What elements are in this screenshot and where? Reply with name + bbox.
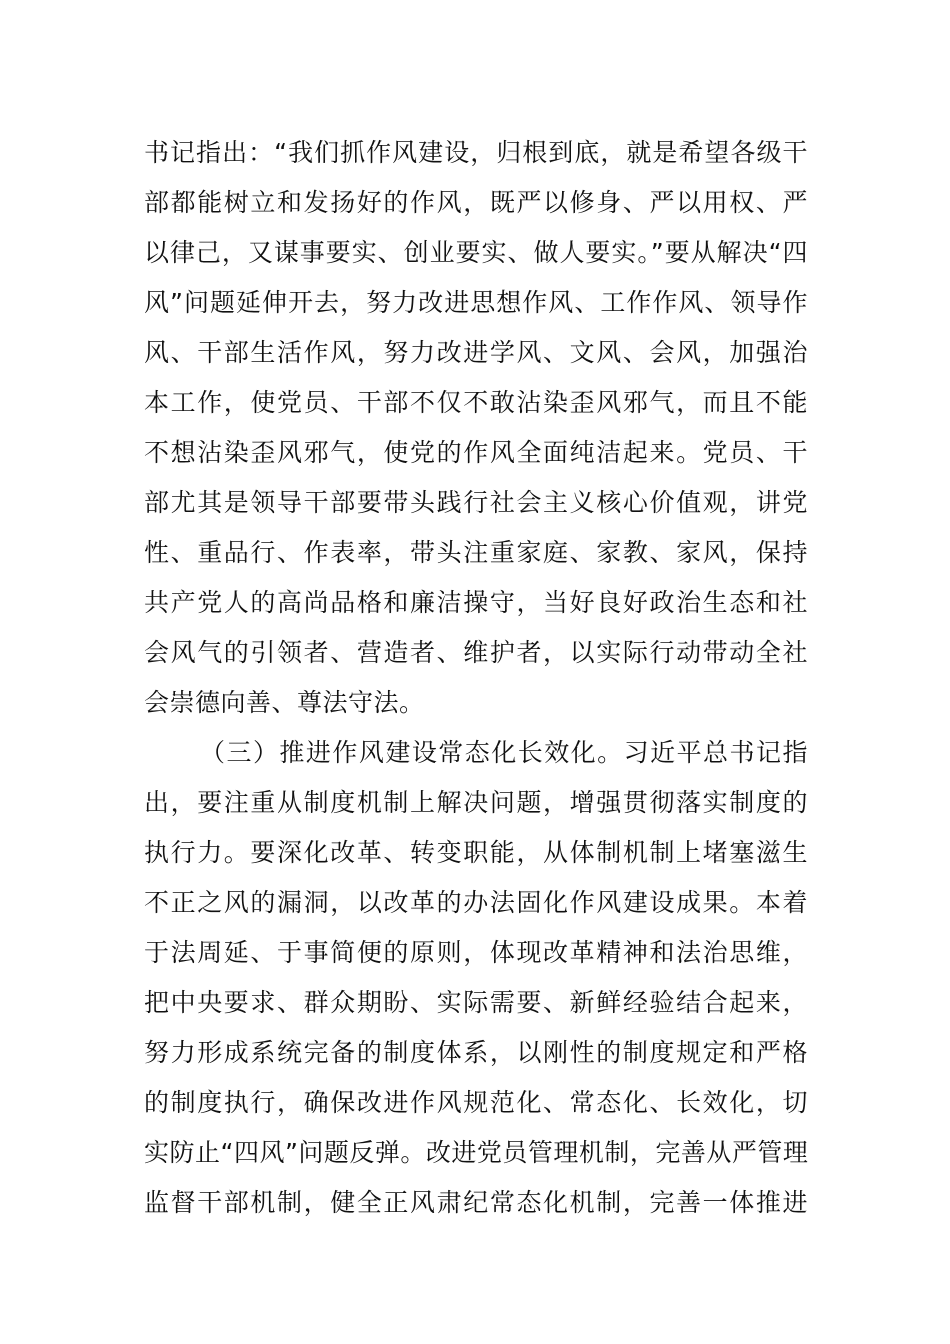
text-line: 努力形成系统完备的制度体系，以刚性的制度规定和严格 [144, 1038, 808, 1067]
text-line: 共产党人的高尚品格和廉洁操守，当好良好政治生态和社 [144, 588, 808, 617]
paragraph-1 [144, 128, 808, 728]
text-line: 实防止“四风”问题反弹。改进党员管理机制，完善从严管理 [144, 1138, 809, 1167]
text-line: 书记指出：“我们抓作风建设，归根到底，就是希望各级干 [144, 138, 808, 167]
text-line: 不想沾染歪风邪气，使党的作风全面纯洁起来。党员、干 [144, 438, 808, 467]
text-line: 监督干部机制，健全正风肃纪常态化机制，完善一体推进 [144, 1188, 808, 1217]
text-line: 会崇德向善、尊法守法。 [144, 688, 425, 717]
text-line: 风”问题延伸开去，努力改进思想作风、工作作风、领导作 [144, 288, 808, 317]
paragraph-2 [144, 728, 808, 1228]
text-line: 出，要注重从制度机制上解决问题，增强贯彻落实制度的 [144, 788, 808, 817]
text-line: 以律己，又谋事要实、创业要实、做人要实。”要从解决“四 [144, 238, 808, 267]
text-line: 不正之风的漏洞，以改革的办法固化作风建设成果。本着 [144, 888, 808, 917]
text-line: 执行力。要深化改革、转变职能，从体制机制上堵塞滋生 [144, 838, 808, 867]
text-line: 部尤其是领导干部要带头践行社会主义核心价值观，讲党 [144, 488, 808, 517]
text-line: 部都能树立和发扬好的作风，既严以修身、严以用权、严 [144, 188, 808, 217]
text-line: 于法周延、于事简便的原则，体现改革精神和法治思维， [144, 938, 808, 967]
text-line: 本工作，使党员、干部不仅不敢沾染歪风邪气，而且不能 [144, 388, 808, 417]
text-line: 的制度执行，确保改进作风规范化、常态化、长效化，切 [144, 1088, 808, 1117]
text-line: （三）推进作风建设常态化长效化。习近平总书记指 [200, 738, 808, 767]
text-line: 会风气的引领者、营造者、维护者，以实际行动带动全社 [144, 638, 808, 667]
document-body [144, 128, 808, 1228]
text-line: 性、重品行、作表率，带头注重家庭、家教、家风，保持 [144, 538, 808, 567]
text-line: 风、干部生活作风，努力改进学风、文风、会风，加强治 [144, 338, 808, 367]
text-line: 把中央要求、群众期盼、实际需要、新鲜经验结合起来， [144, 988, 808, 1017]
